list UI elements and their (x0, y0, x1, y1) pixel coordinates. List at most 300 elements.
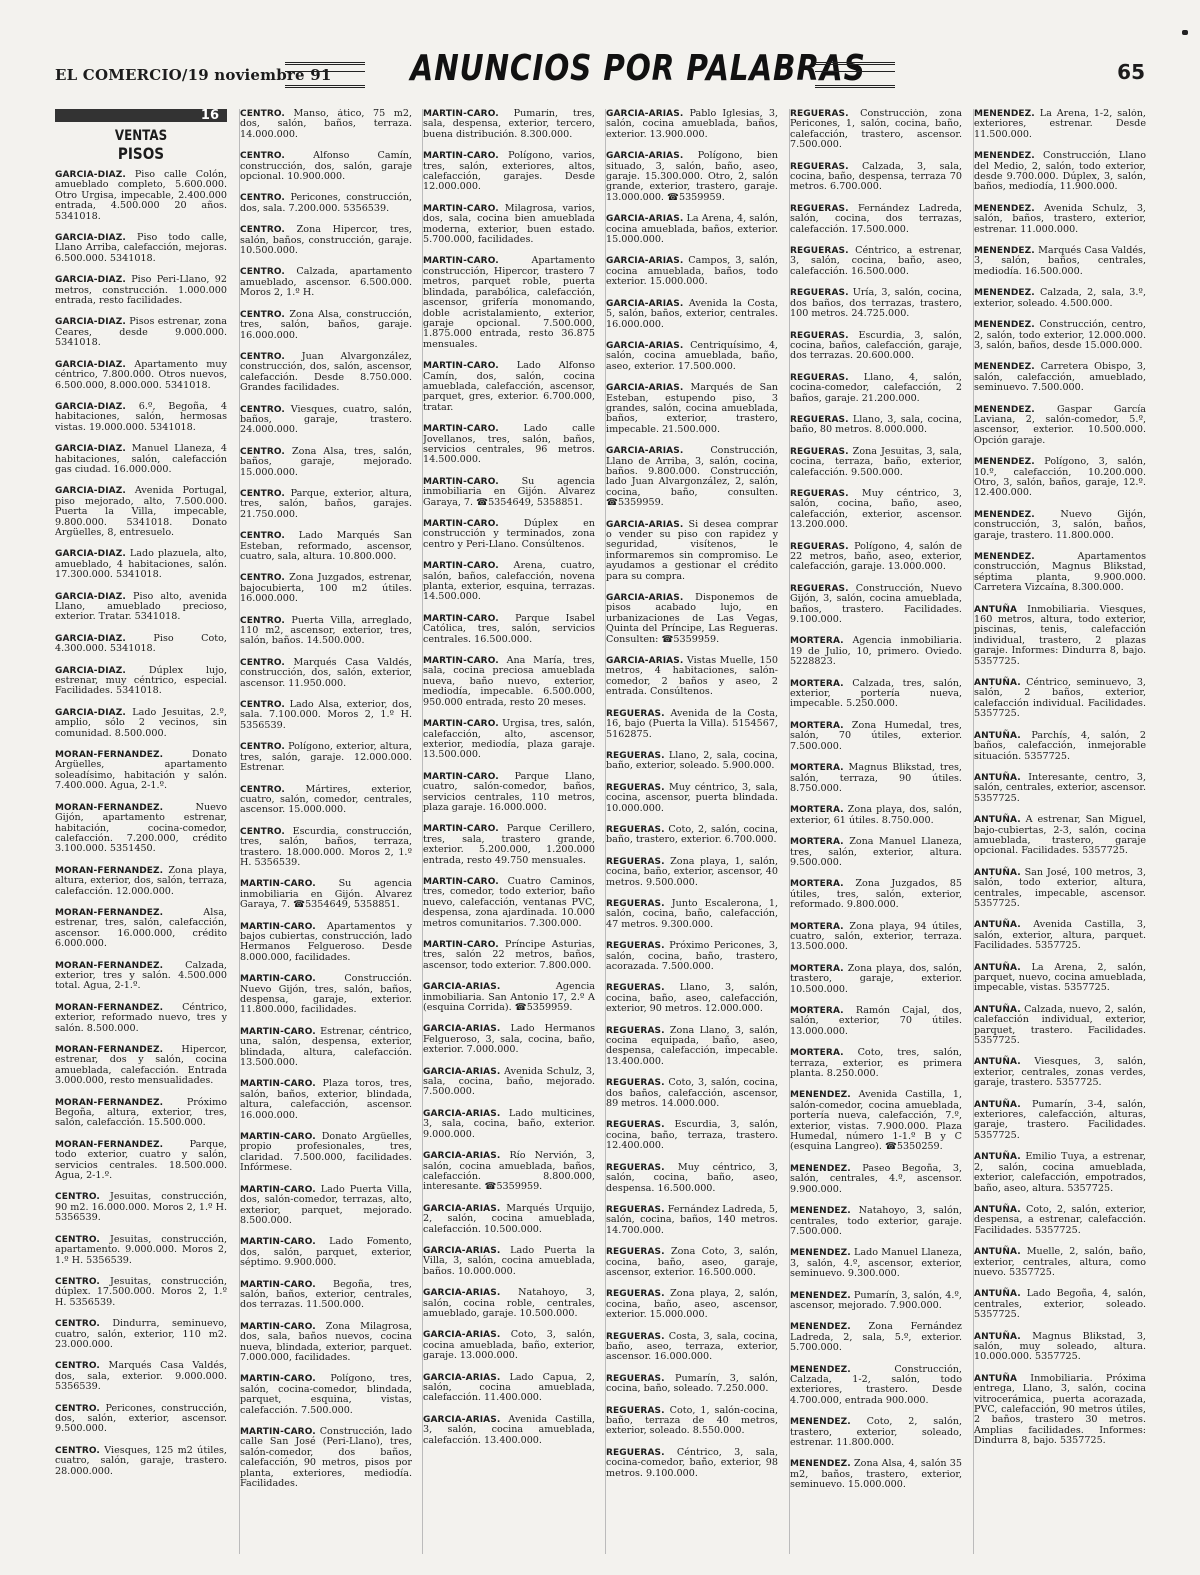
classified-ad (423, 151, 595, 193)
ad-text: Piso todo calle, Llano Arriba, calefacción, mejoras. 6.500.000. 5341018. (55, 232, 227, 264)
advertiser-name: MENENDEZ. (974, 552, 1035, 562)
ad-text: Avenida Schulz, 3, salón, baños, trastero, exterior, estrenar. 11.000.000. (974, 202, 1146, 235)
advertiser-name: MARTIN-CARO. (240, 1321, 316, 1332)
classified-ad (790, 1048, 962, 1079)
classified-ad (55, 750, 227, 792)
classified-ad (240, 225, 412, 256)
ad-text: Apartamento construcción, Hipercor, trastero 7 metros, parquet roble, puerta blindada, parabólica, calefacción, ascensor, grifería monomando, doble acristalamiento, exterior, garaje opcional. 7.500.000, 1.875.000 entrada, resto 36.875 mensuales. (423, 255, 595, 350)
ad-text: Parchís, 4, salón, 2 baños, calefacción, inmejorable situación. 5357725. (974, 729, 1146, 762)
advertiser-name: GARCIA-ARIAS. (606, 214, 684, 225)
ad-text: Coto, 2, salón, cocina, baño, trastero, exterior. 6.700.000. (606, 823, 778, 846)
advertiser-name: CENTRO. (240, 573, 285, 584)
ad-text: Construcción, Llano de Arriba, 3, salón, cocina, baños. 9.800.000. Construcción, lado Juan Alvargonzález, 2, salón, cocina, baño, consulten. ☎5359959. (606, 445, 778, 509)
ad-text: Muy céntrico, 3, salón, cocina, baño, aseo, despensa. 16.500.000. (606, 1161, 778, 1194)
ad-text: Centriquísimo, 4, salón, cocina amueblada, baño, aseo, exterior. 17.500.000. (606, 339, 778, 372)
ad-text: Su agencia inmobiliaria en Gijón. Alvarez Garaya, 7. ☎5354649, 5358851. (240, 878, 412, 911)
classified-ad (423, 656, 595, 708)
classified-ad (974, 678, 1146, 720)
advertiser-name: GARCIA-DIAZ. (55, 549, 126, 560)
classified-ad (55, 317, 227, 348)
ad-text: Piso calle Colón, amueblado completo, 5.600.000. Otro Urgisa, impecable, 2.400.000 entrada, 4.500.000 20 años. 5341018. (55, 169, 227, 222)
advertiser-name: GARCIA-DIAZ. (55, 486, 126, 497)
classified-ad (55, 549, 227, 580)
classified-ad (240, 310, 412, 341)
classified-ad (974, 405, 1146, 447)
advertiser-name: MORAN-FERNANDEZ. (55, 1139, 164, 1150)
advertiser-name: MARTIN-CARO. (423, 613, 499, 624)
classified-ad (240, 1132, 412, 1174)
classified-ad (423, 256, 595, 350)
classified-ad (55, 1277, 227, 1308)
advertiser-name: MARTIN-CARO. (240, 921, 316, 932)
ad-text: Calzada, tres, salón, exterior, portería nueva, impecable. 5.250.000. (790, 677, 962, 710)
ad-text: Lado Puerta Villa, dos, salón-comedor, terrazas, alto, exterior, parquet, mejorado. 8.500.000. (240, 1183, 412, 1226)
ad-text: Coto, 3, salón, cocina amueblada, baño, exterior, garaje. 13.000.000. (423, 1329, 595, 1362)
classified-ad (423, 204, 595, 246)
classified-ad (974, 963, 1146, 994)
ad-text: Lado Manuel Llaneza, 3, salón, 4.º, ascensor, exterior, seminuevo. 9.300.000. (790, 1247, 962, 1280)
ad-text: Disponemos de pisos acabado lujo, en urbanizaciones de Las Vegas, Quinta del Príncipe, Las Regueras. Consulten: ☎5359959. (606, 592, 778, 645)
ad-text: Zona Hipercor, tres, salón, baños, construcción, garaje. 10.500.000. (240, 224, 412, 257)
ad-text: Avenida Schulz, 3, sala, cocina, baño, mejorado. 7.500.000. (423, 1065, 595, 1098)
classified-ad (606, 1078, 778, 1109)
advertiser-name: ANTUÑA (974, 1373, 1018, 1384)
advertiser-name: MARTIN-CARO. (240, 1132, 316, 1143)
classified-ad (55, 592, 227, 623)
ad-text: Pumarín, 3-4, salón, exteriores, calefacción, alturas, garaje, trastero. Facilidades. 5357725. (974, 1098, 1146, 1141)
classified-ad (606, 109, 778, 140)
ad-text: Alfonso Camín, construcción, dos, salón, garaje opcional. 10.900.000. (240, 150, 412, 183)
classified-ad (423, 772, 595, 814)
ad-text: Parque Isabel Católica, tres, salón, servicios centrales. 16.500.000. (423, 612, 595, 645)
advertiser-name: MENENDEZ. (790, 1248, 851, 1259)
corner-mark (1182, 30, 1188, 35)
advertiser-name: GARCIA-DIAZ. (55, 633, 126, 644)
classified-ad (974, 1152, 1146, 1194)
classified-ad (974, 1247, 1146, 1278)
classifieds-columns (55, 109, 1145, 1554)
classified-ad (55, 1045, 227, 1087)
advertiser-name: GARCIA-ARIAS. (606, 446, 684, 457)
ad-text: Vistas Muelle, 150 metros, 4 habitaciones, salón-comedor, 2 baños y aseo, 2 entrada. Consúltenos. (606, 655, 778, 698)
advertiser-name: REGUERAS. (790, 372, 849, 383)
advertiser-name: GARCIA-DIAZ. (55, 233, 126, 244)
advertiser-name: GARCIA-ARIAS. (423, 1330, 501, 1341)
advertiser-name: REGUERAS. (790, 246, 849, 257)
classified-ad (423, 982, 595, 1013)
ad-text: Mártires, exterior, cuatro, salón, comedor, centrales, ascensor. 15.000.000. (240, 783, 412, 816)
ad-text: Zona Manuel Llaneza, tres, salón, exterior, altura. 9.500.000. (790, 836, 962, 868)
classified-ad (606, 299, 778, 330)
ad-text: Pisos estrenar, zona Ceares, desde 9.000.000. 5341018. (55, 316, 227, 349)
ad-text: Viesques, 125 m2 útiles, cuatro, salón, garaje, trastero. 28.000.000. (55, 1444, 227, 1477)
ad-text: Jesuitas, construcción, 90 m2. 16.000.000. Moros 2, 1.º H. 5356539. (55, 1191, 227, 1224)
classified-ad (423, 1373, 595, 1404)
ad-text: Su agencia inmobiliaria en Gijón. Alvarez Garaya, 7. ☎5354649, 5358851. (423, 475, 595, 508)
ad-text: Marqués Casa Valdés, dos, sala, exterior. 9.000.000. 5356539. (55, 1360, 227, 1393)
ad-text: Parque, todo exterior, cuatro y salón, servicios centrales. 18.500.000. Agua, 2-1.º. (55, 1138, 227, 1182)
advertiser-name: REGUERAS. (606, 1331, 665, 1342)
advertiser-name: MARTIN-CARO. (423, 519, 499, 529)
classified-ad (55, 402, 227, 433)
ad-text: Céntrico, exterior, reformado nuevo, tres y salón. 8.500.000. (55, 1001, 227, 1034)
advertiser-name: GARCIA-ARIAS. (423, 1372, 501, 1383)
advertiser-name: GARCIA-ARIAS. (606, 109, 684, 119)
classified-ad (606, 1374, 778, 1395)
ad-text: Avenida Portugal, piso mejorado, alto, 7.500.000. Puerta la Villa, impecable, 9.800.000. 5341018. Donato Argüelles, 8, entresuelo. (55, 485, 227, 538)
advertiser-name: MARTIN-CARO. (423, 109, 499, 119)
classified-ad (55, 233, 227, 264)
advertiser-name: REGUERAS. (790, 414, 849, 425)
column-4 (605, 109, 778, 1554)
advertiser-name: REGUERAS. (606, 1120, 665, 1131)
ad-text: Viesques, cuatro, salón, baños, garaje, trastero. 24.000.000. (240, 403, 412, 436)
advertiser-name: CENTRO. (55, 1276, 100, 1287)
advertiser-name: CENTRO. (240, 700, 285, 711)
classified-ad (790, 1248, 962, 1279)
advertiser-name: MARTIN-CARO. (423, 771, 499, 782)
ad-text: Zona playa, dos, salón, trastero, garaje, exterior. 10.500.000. (790, 962, 962, 995)
advertiser-name: ANTUÑA. (974, 1331, 1021, 1342)
ad-text: Marqués Urquijo, 2, salón, cocina amueblada, calefacción. 10.500.000. (423, 1202, 595, 1235)
ad-text: Juan Alvargonzález, construcción, dos, salón, ascensor, calefacción. Desde 8.750.000. Grandes facilidades. (240, 350, 412, 394)
classified-ad (423, 519, 595, 550)
ad-text: Apartamentos y bajos cubiertas, construcción, lado Hermanos Felgueroso. Desde 8.000.000, facilidades. (240, 920, 412, 963)
ad-text: Donato Argüelles, propio profesionales, tres, claridad. 7.500.000, facilidades. Infórmese. (240, 1131, 412, 1174)
ad-text: Llano, 3, salón, cocina, baño, aseo, calefacción, exterior, 90 metros. 12.000.000. (606, 982, 778, 1015)
ad-text: Avenida Castilla, 3, salón, cocina amueblada, calefacción. 13.400.000. (423, 1413, 595, 1446)
ad-list (790, 109, 962, 1491)
ad-text: Construcción, centro, 2, salón, todo exterior, 12.000.000. 3, salón, baños, desde 15.000.000. (974, 319, 1146, 351)
ad-text: Zona Alsa, tres, salón, baños, garaje, mejorado. 15.000.000. (240, 445, 412, 478)
ad-text: Zona playa, 2, salón, cocina, baño, aseo, ascensor, exterior. 15.000.000. (606, 1288, 778, 1321)
classified-ad (240, 1322, 412, 1364)
classified-ad (790, 162, 962, 193)
ad-text: Lado Begoña, 4, salón, centrales, exterior, soleado. 5357725. (974, 1288, 1146, 1321)
classified-ad (790, 1365, 962, 1407)
section-header (55, 109, 227, 162)
advertiser-name: MARTIN-CARO. (240, 1374, 316, 1385)
classified-ad (974, 1205, 1146, 1236)
classified-ad (974, 605, 1146, 667)
ad-text: Zona Alsa, 4, salón 35 m2, baños, trastero, exterior, seminuevo. 15.000.000. (790, 1458, 962, 1491)
classified-ad (790, 288, 962, 319)
advertiser-name: REGUERAS. (606, 1447, 665, 1458)
ad-text: Lado Fomento, dos, salón, parquet, exterior, séptimo. 9.900.000. (240, 1236, 412, 1269)
classified-ad (423, 1024, 595, 1055)
advertiser-name: GARCIA-DIAZ. (55, 591, 126, 602)
classified-ad (606, 151, 778, 203)
advertiser-name: MARTIN-CARO. (423, 203, 499, 214)
classified-ad (974, 246, 1146, 277)
classified-ad (974, 1289, 1146, 1320)
ad-text: Avenida Castilla, 1, salón-comedor, cocina amueblada, portería nueva, calefacción, 7.º, exterior, vistas. 7.900.000. Plaza Humedal, número 1-1.º B y C (esquina Langreo). ☎5350259. (790, 1089, 962, 1153)
classified-ad (790, 246, 962, 277)
ad-text: Próximo Begoña, altura, exterior, tres, salón, calefacción. 15.500.000. (55, 1096, 227, 1129)
classified-ad (423, 1067, 595, 1098)
advertiser-name: MORAN-FERNANDEZ. (55, 907, 164, 918)
classified-ad (55, 486, 227, 538)
classified-ad (423, 1246, 595, 1277)
ad-text: Apartamento muy céntrico, 7.800.000. Otros nuevos, 6.500.000, 8.000.000. 5341018. (55, 358, 227, 391)
section-title: ANUNCIOS POR PALABRAS (410, 48, 866, 89)
classified-ad (240, 352, 412, 394)
ad-text: Hipercor, estrenar, dos y salón, cocina amueblada, calefacción. Entrada 3.000.000, resto mensualidades. (55, 1044, 227, 1087)
advertiser-name: REGUERAS. (606, 1025, 665, 1036)
classified-ad (240, 267, 412, 298)
advertiser-name: MENENDEZ. (974, 457, 1035, 468)
ad-text: Calzada, exterior, tres y salón. 4.500.000 total. Agua, 2-1.º. (55, 959, 227, 992)
advertiser-name: REGUERAS. (606, 750, 665, 761)
classified-ad (423, 361, 595, 413)
advertiser-name: ANTUÑA (974, 604, 1018, 615)
ad-text: Dindurra, seminuevo, cuatro, salón, exterior, 110 m2. 23.000.000. (55, 1318, 227, 1350)
ad-list (55, 170, 227, 1477)
advertiser-name: GARCIA-DIAZ. (55, 665, 126, 676)
ad-text: Zona Fernández Ladreda, 2, sala, 5.º, exterior. 5.700.000. (790, 1321, 962, 1354)
classified-ad (240, 489, 412, 520)
advertiser-name: CENTRO. (240, 742, 285, 753)
classified-ad (55, 1235, 227, 1266)
advertiser-name: REGUERAS. (790, 541, 849, 552)
ad-text: Uría, 3, salón, cocina, dos baños, dos terrazas, trastero, 100 metros. 24.725.000. (790, 287, 962, 320)
classified-ad (240, 109, 412, 140)
advertiser-name: REGUERAS. (790, 203, 849, 214)
advertiser-name: MARTIN-CARO. (240, 1026, 316, 1037)
advertiser-name: MORAN-FERNANDEZ. (55, 1097, 164, 1108)
advertiser-name: MARTIN-CARO. (423, 656, 499, 667)
advertiser-name: MENENDEZ. (790, 1459, 851, 1470)
ad-text: Costa, 3, sala, cocina, baño, aseo, terraza, exterior, ascensor. 16.000.000. (606, 1330, 778, 1363)
classified-ad (974, 1100, 1146, 1142)
classified-ad (974, 815, 1146, 857)
ad-text: Construcción, Llano del Medio, 2, salón, todo exterior, desde 9.700.000. Dúplex, 3, salón, baños, mediodía, 11.900.000. (974, 150, 1146, 193)
ad-text: Coto, 2, salón, trastero, exterior, soleado, estrenar. 11.800.000. (790, 1416, 962, 1448)
classified-ad (423, 561, 595, 603)
classified-ad (606, 1163, 778, 1194)
ad-text: Pumarín, 3, salón, 4.º, ascensor, mejorado. 7.900.000. (790, 1289, 962, 1311)
advertiser-name: ANTUÑA. (974, 1289, 1021, 1300)
advertiser-name: ANTUÑA. (974, 1152, 1021, 1163)
ad-text: Estrenar, céntrico, una, salón, despensa, exterior, blindada, altura, calefacción. 13.500.000. (240, 1025, 412, 1069)
advertiser-name: CENTRO. (240, 309, 285, 320)
ad-text: Lado Alsa, exterior, dos, sala. 7.100.000. Moros 2, 1.º H. 5356539. (240, 699, 412, 731)
advertiser-name: REGUERAS. (790, 488, 849, 499)
advertiser-name: MENENDEZ. (790, 1090, 851, 1101)
advertiser-name: MORTERA. (790, 963, 844, 974)
classified-ad (240, 1280, 412, 1311)
ad-text: Escurdia, 3, salón, cocina, baño, terraza, trastero. 12.400.000. (606, 1119, 778, 1152)
ad-text: Nuevo Gijón, apartamento estrenar, habitación, cocina-comedor, calefacción. 7.200.000, crédito 3.100.000. 5351450. (55, 801, 227, 855)
ad-text: Céntrico, seminuevo, 3, salón, 2 baños, exterior, calefacción individual. Facilidades. 5357725. (974, 677, 1146, 720)
advertiser-name: MORTERA. (790, 720, 844, 731)
ad-text: Alsa, estrenar, tres, salón, calefacción, ascensor. 16.000.000, crédito 6.000.000. (55, 906, 227, 950)
advertiser-name: MENENDEZ. (790, 1206, 851, 1217)
classified-ad (606, 783, 778, 814)
advertiser-name: MORAN-FERNANDEZ. (55, 750, 164, 761)
advertiser-name: MARTIN-CARO. (423, 719, 499, 730)
advertiser-name: MORAN-FERNANDEZ. (55, 865, 164, 876)
classified-ad (606, 214, 778, 245)
advertiser-name: MARTIN-CARO. (240, 1279, 316, 1290)
ad-text: Junto Escalerona, 1, salón, cocina, baño, calefacción, 47 metros. 9.300.000. (606, 897, 778, 930)
advertiser-name: ANTUÑA. (974, 1057, 1021, 1068)
advertiser-name: REGUERAS. (606, 1204, 665, 1215)
ad-text: Puerta Villa, arreglado, 110 m2, ascensor, exterior, tres, salón, baños. 14.500.000. (240, 614, 412, 647)
advertiser-name: ANTUÑA. (974, 1247, 1021, 1258)
advertiser-name: MENENDEZ. (974, 362, 1035, 373)
ad-list (606, 109, 778, 1479)
classified-ad (423, 1204, 595, 1235)
classified-ad (790, 1417, 962, 1448)
classified-ad (606, 709, 778, 740)
ad-text: Construcción, Nuevo Gijón, 3, salón, cocina amueblada, baños, trastero. Facilidades. 9.100.000. (790, 582, 962, 626)
advertiser-name: REGUERAS. (606, 1078, 665, 1089)
advertiser-name: GARCIA-ARIAS. (423, 1108, 501, 1119)
ad-text: Fernández Ladreda, 5, salón, cocina, baños, 140 metros. 14.700.000. (606, 1203, 778, 1236)
classified-ad (240, 531, 412, 562)
classified-ad (423, 940, 595, 971)
advertiser-name: GARCIA-ARIAS. (423, 1151, 501, 1162)
classified-ad (240, 785, 412, 816)
ad-text: Inmobiliaria. Viesques, 160 metros, altura, todo exterior, piscinas, tenis, calefacción individual, trastero, 2 plazas garaje. Informes: Dindurra 8, bajo. 5357725. (974, 603, 1146, 667)
ad-text: Plaza toros, tres, salón, baños, exterior, blindada, altura, calefacción, ascensor. 16.000.000. (240, 1078, 412, 1121)
ad-text: Ana María, tres, sala, cocina preciosa amueblada nueva, baño nuevo, exterior, mediodía, impecable. 6.500.000, 950.000 entrada, resto 20 meses. (423, 655, 595, 708)
classified-ad (240, 922, 412, 964)
advertiser-name: REGUERAS. (790, 288, 849, 299)
advertiser-name: GARCIA-ARIAS. (606, 151, 684, 162)
classified-ad (790, 331, 962, 362)
advertiser-name: MORTERA. (790, 921, 844, 932)
ad-text: Lado Alfonso Camín, dos, salón, cocina amueblada, calefacción, ascensor, parquet, gres, exterior. 6.700.000, tratar. (423, 360, 595, 413)
classified-ad (974, 773, 1146, 804)
ad-text: Piso Coto, 4.300.000. 5341018. (55, 632, 227, 655)
column-3 (422, 109, 595, 1554)
advertiser-name: MENENDEZ. (790, 1364, 851, 1375)
ad-text: La Arena, 1-2, salón, exteriores, estrenar. Desde 11.500.000. (974, 109, 1146, 140)
advertiser-name: MARTIN-CARO. (423, 361, 499, 372)
classified-ad (606, 1026, 778, 1068)
ad-text: Pumarín, 3, salón, cocina, baño, soleado. 7.250.000. (606, 1372, 778, 1395)
classified-ad (974, 151, 1146, 193)
ad-text: Carretera Obispo, 3, salón, calefacción, amueblado, seminuevo. 7.500.000. (974, 361, 1146, 394)
classified-ad (790, 1206, 962, 1237)
ad-text: Río Nervión, 3, salón, cocina amueblada, baños, calefacción. 8.800.000, interesante. ☎5359959. (423, 1150, 595, 1193)
advertiser-name: MENENDEZ. (974, 320, 1035, 331)
ad-text: 6.º, Begoña, 4 habitaciones, salón, hermosas vistas. 19.000.000. 5341018. (55, 400, 227, 433)
classified-ad (55, 170, 227, 222)
advertiser-name: GARCIA-ARIAS. (423, 982, 501, 993)
classified-ad (55, 1140, 227, 1182)
advertiser-name: ANTUÑA. (974, 1099, 1021, 1110)
classified-ad (790, 489, 962, 531)
classified-ad (974, 1005, 1146, 1047)
advertiser-name: CENTRO. (240, 109, 285, 119)
ad-text: A estrenar, San Miguel, bajo-cubiertas, 2-3, salón, cocina amueblada, trastero, garaje opcional. Facilidades. 5357725. (974, 814, 1146, 857)
advertiser-name: CENTRO. (55, 1319, 100, 1330)
advertiser-name: MENENDEZ. (974, 288, 1035, 299)
advertiser-name: CENTRO. (240, 404, 285, 415)
ad-text: Agencia inmobiliaria. San Antonio 17, 2.º A (esquina Corrida). ☎5359959. (423, 981, 595, 1014)
advertiser-name: MENENDEZ. (974, 203, 1035, 214)
advertiser-name: CENTRO. (240, 267, 285, 278)
classified-ad (790, 1006, 962, 1037)
ad-text: Zona Llano, 3, salón, cocina equipada, baño, aseo, despensa, calefacción, impecable. 13.400.000. (606, 1024, 778, 1067)
ad-text: Campos, 3, salón, cocina amueblada, baños, todo exterior. 15.000.000. (606, 255, 778, 288)
advertiser-name: MARTIN-CARO. (240, 1427, 316, 1437)
ad-text: Zona playa, 94 útiles, cuatro, salón, exterior, terraza. 13.500.000. (790, 920, 962, 953)
ad-text: Natahoyo, 3, salón, cocina roble, centrales, amueblado, garaje. 10.500.000. (423, 1287, 595, 1319)
advertiser-name: MARTIN-CARO. (423, 256, 499, 267)
classified-ad (974, 320, 1146, 351)
advertiser-name: MENENDEZ. (974, 109, 1035, 119)
ad-text: Piso alto, avenida Llano, amueblado precioso, exterior. Tratar. 5341018. (55, 590, 227, 623)
ad-text: Lado Puerta la Villa, 3, salón, cocina amueblada, baños. 10.000.000. (423, 1244, 595, 1277)
classified-ad (790, 721, 962, 752)
classified-ad (790, 204, 962, 235)
classified-ad (790, 1090, 962, 1152)
classified-ad (606, 899, 778, 930)
advertiser-name: MARTIN-CARO. (423, 876, 499, 887)
advertiser-name: MARTIN-CARO. (240, 1184, 316, 1195)
advertiser-name: MENENDEZ. (790, 1417, 851, 1428)
ad-text: Construcción, lado calle San José (Peri-Llano), tres, salón-comedor, dos baños, calefacción, 90 metros, pisos por planta, exteriores, mediodía. Facilidades. (240, 1426, 412, 1490)
classified-ad (606, 446, 778, 508)
advertiser-name: MORTERA. (790, 678, 844, 689)
ad-text: Polígono, exterior, altura, tres, salón, garaje. 12.000.000. Estrenar. (240, 741, 412, 774)
ad-text: Lado Hermanos Felgueroso, 3, sala, cocina, baño, exterior. 7.000.000. (423, 1023, 595, 1056)
ad-text: La Arena, 2, salón, parquet, nuevo, cocina amueblada, impecable, vistas. 5357725. (974, 961, 1146, 994)
ad-text: Manuel Llaneza, 4 habitaciones, salón, calefacción gas ciudad. 16.000.000. (55, 443, 227, 475)
advertiser-name: GARCIA-ARIAS. (606, 383, 684, 394)
classified-ad (423, 424, 595, 466)
ad-text: Lado Jesuitas, 2.º, amplio, sólo 2 vecinos, sin comunidad. 8.500.000. (55, 706, 227, 739)
classified-ad (55, 1003, 227, 1034)
advertiser-name: GARCIA-ARIAS. (423, 1203, 501, 1214)
ad-text: Muelle, 2, salón, baño, exterior, centrales, altura, como nuevo. 5357725. (974, 1246, 1146, 1278)
classified-ad (790, 763, 962, 794)
section-number: 16 (200, 109, 219, 123)
ad-list (240, 109, 412, 1489)
ad-text: Próximo Pericones, 3, salón, cocina, baño, trastero, acorazada. 7.500.000. (606, 940, 778, 972)
classified-ad (790, 964, 962, 995)
classified-ad (974, 552, 1146, 594)
ad-text: Manso, ático, 75 m2, dos, salón, baños, terraza. 14.000.000. (240, 109, 412, 140)
advertiser-name: MARTIN-CARO. (423, 424, 499, 435)
advertiser-name: CENTRO. (240, 826, 285, 837)
ad-text: Lado Marqués San Esteban, reformado, ascensor, cuatro, sala, altura. 10.800.000. (240, 530, 412, 562)
advertiser-name: CENTRO. (240, 657, 285, 668)
classified-ad (606, 983, 778, 1014)
advertiser-name: MARTIN-CARO. (240, 1079, 316, 1090)
ad-text: Emilio Tuya, a estrenar, 2, salón, cocina amueblada, exterior, calefacción, empotrados, baño, aseo, altura. 5357725. (974, 1151, 1146, 1194)
ad-text: Ramón Cajal, dos, salón, exterior, 70 útiles. 13.000.000. (790, 1005, 962, 1037)
classified-ad (606, 751, 778, 772)
advertiser-name: REGUERAS. (606, 1289, 665, 1300)
ad-text: Coto, 1, salón-cocina, baño, terraza de 40 metros, exterior, soleado. 8.550.000. (606, 1404, 778, 1437)
classified-ad (606, 857, 778, 888)
advertiser-name: MENENDEZ. (974, 246, 1035, 257)
advertiser-name: REGUERAS. (606, 1247, 665, 1258)
classified-ad (55, 908, 227, 950)
title-rule-right (815, 62, 895, 88)
advertiser-name: MARTIN-CARO. (240, 1237, 316, 1248)
ad-text: Lado calle Jovellanos, tres, salón, baños, servicios centrales, 96 metros. 14.500.000. (423, 423, 595, 466)
ad-text: Llano, 4, salón, cocina-comedor, calefacción, 2 baños, garaje. 21.200.000. (790, 371, 962, 404)
ad-text: San José, 100 metros, 3, salón, todo exterior, altura, centrales, impecable, ascensor. 5357725. (974, 866, 1146, 909)
ad-list (423, 109, 595, 1446)
ad-text: Paseo Begoña, 3, salón, centrales, 4.º, ascensor. 9.900.000. (790, 1162, 962, 1195)
